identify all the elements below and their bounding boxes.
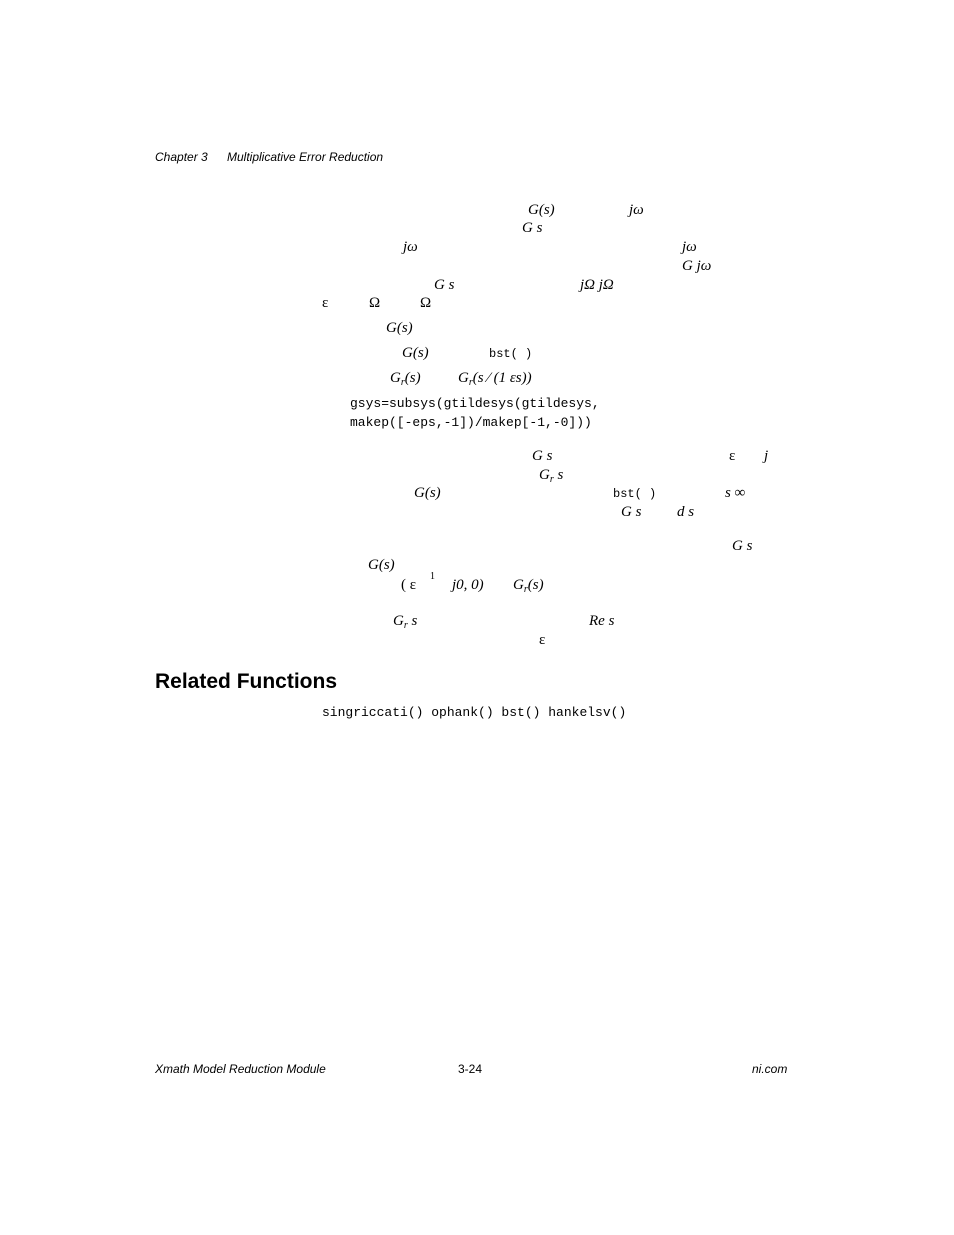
math-fragment: G jω xyxy=(682,258,712,274)
footer-manual-title: Xmath Model Reduction Module xyxy=(155,1062,326,1076)
math-fragment: G s xyxy=(434,277,455,293)
code-line: gsys=subsys(gtildesys(gtildesys, xyxy=(350,396,600,411)
math-fragment: jω xyxy=(403,239,418,255)
math-fragment: ε xyxy=(729,448,736,464)
footer-website: ni.com xyxy=(752,1062,788,1076)
math-fragment: Ω xyxy=(369,295,381,311)
math-fragment: Re s xyxy=(589,613,615,629)
math-expression: (s ⁄ (1 εs)) xyxy=(472,370,532,386)
math-fragment: G(s) xyxy=(528,202,555,218)
math-fragment: G(s) xyxy=(368,557,395,573)
math-fragment: j xyxy=(764,448,769,464)
math-fragment: s ∞ xyxy=(725,485,746,501)
math-fragment: G(s) xyxy=(414,485,441,501)
math-fragment: ε xyxy=(322,295,329,311)
math-fragment: $G_r$ s xyxy=(393,613,418,631)
math-fragment: ε xyxy=(539,632,546,648)
subscript: r xyxy=(523,584,528,595)
math-fragment: ( ε xyxy=(401,577,417,593)
chapter-label: Chapter 3 xyxy=(155,150,208,164)
math-fragment: jω xyxy=(682,239,697,255)
math-fragment: jΩ jΩ xyxy=(580,277,614,293)
math-fragment: d s xyxy=(677,504,695,520)
section-heading: Related Functions xyxy=(155,670,338,693)
math-fragment: G s xyxy=(532,448,553,464)
math-fragment: $G_r(s)$ xyxy=(513,577,544,595)
function-ref: bst( ) xyxy=(613,487,657,501)
math-fragment: j0, 0) xyxy=(452,577,484,593)
function-ref: bst( ) xyxy=(489,347,533,361)
math-fragment: $G_r(s)$ xyxy=(390,370,421,388)
subscript: r xyxy=(403,620,408,631)
chapter-title: Multiplicative Error Reduction xyxy=(227,150,384,164)
superscript: 1 xyxy=(430,571,435,582)
subscript: r xyxy=(468,377,473,388)
math-fragment: G s xyxy=(621,504,642,520)
math-fragment: G s xyxy=(522,220,543,236)
math-fragment: G(s) xyxy=(402,345,429,361)
math-fragment: $G_r(s$ ⁄ (1 εs)) xyxy=(458,370,532,388)
math-fragment: G s xyxy=(732,538,753,554)
page-number: 3-24 xyxy=(458,1062,483,1076)
math-fragment: jω xyxy=(629,202,644,218)
math-fragment: Ω xyxy=(420,295,432,311)
subscript: r xyxy=(400,377,405,388)
related-functions-list: singriccati() ophank() bst() hankelsv() xyxy=(322,705,627,720)
math-fragment: $G_r$ s xyxy=(539,467,564,485)
subscript: r xyxy=(549,474,554,485)
math-fragment: G(s) xyxy=(386,320,413,336)
code-line: makep([-eps,-1])/makep[-1,-0])) xyxy=(350,415,592,430)
